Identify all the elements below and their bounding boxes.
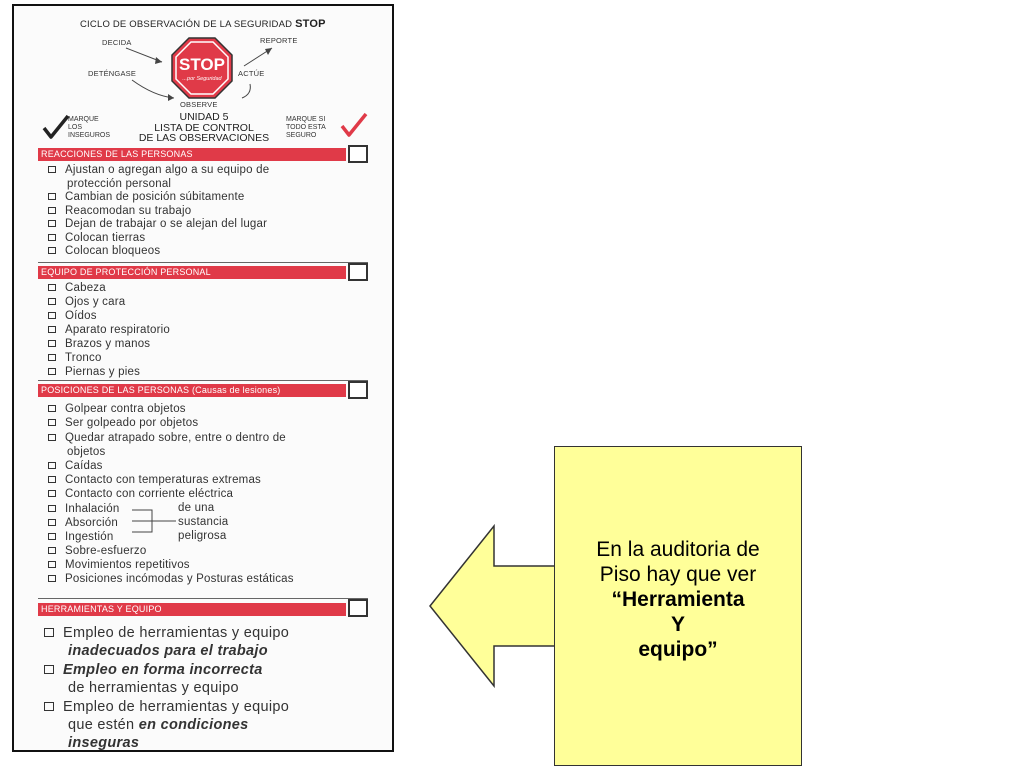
checkbox[interactable] [48, 284, 56, 291]
checklist-item[interactable] [48, 281, 106, 295]
item-label: Cambian de posición súbitamente [65, 191, 245, 203]
checkbox[interactable] [48, 476, 56, 483]
callout-line: En la auditoria de [596, 538, 760, 561]
callout-line-bold: “Herramienta [611, 588, 745, 611]
checkbox[interactable] [48, 368, 56, 375]
marque-seguro-line: TODO ESTA [286, 124, 326, 131]
item-label: Caídas [65, 460, 103, 472]
checkbox[interactable] [48, 519, 56, 526]
item-label: Oídos [65, 310, 97, 322]
cycle-title-text: CICLO DE OBSERVACIÓN DE LA SEGURIDAD [80, 19, 293, 30]
arrow-observe-actue [242, 84, 250, 98]
red-checkmark-icon [340, 112, 368, 138]
cycle-step-detengase: DETÉNGASE [88, 69, 137, 78]
checklist-item[interactable] [48, 416, 198, 430]
checkbox[interactable] [48, 166, 56, 173]
section-divider [38, 380, 368, 381]
checklist-item[interactable] [48, 351, 102, 365]
item-continuation: de herramientas y equipo [68, 680, 239, 696]
checklist-item[interactable] [48, 323, 170, 337]
marque-seguro-note [286, 116, 326, 140]
checkbox[interactable] [44, 702, 54, 711]
black-checkmark-icon [42, 114, 70, 140]
unit-line: LISTA DE CONTROL [154, 121, 254, 134]
item-label: Inhalación [65, 503, 120, 515]
item-label: Reacomodan su trabajo [65, 205, 192, 217]
unit-line: UNIDAD 5 [179, 111, 229, 123]
section-checkbox-posiciones[interactable] [348, 381, 368, 399]
item-label: Ingestión [65, 531, 114, 543]
item-label: Cabeza [65, 282, 106, 294]
cycle-step-decida: DECIDA [102, 38, 132, 47]
sustancia-line: de una [178, 502, 215, 514]
checklist-item[interactable] [48, 558, 190, 572]
checkbox[interactable] [44, 628, 54, 637]
item-continuation: inseguras [68, 735, 140, 751]
checklist-item[interactable] [48, 217, 267, 231]
safety-checklist-document [12, 4, 394, 752]
checklist-item[interactable] [48, 309, 97, 323]
checkbox[interactable] [48, 234, 56, 241]
sustancia-line: sustancia [178, 516, 229, 528]
item-label: Ajustan o agregan algo a su equipo de [65, 164, 270, 176]
cycle-step-observe: OBSERVE [180, 100, 218, 109]
checklist-item[interactable] [48, 231, 145, 245]
checklist-item[interactable] [48, 337, 150, 351]
unit-line: DE LAS OBSERVACIONES [138, 132, 270, 144]
item-label: Ser golpeado por objetos [65, 417, 199, 429]
section-divider [38, 262, 368, 263]
checklist-item[interactable] [48, 204, 191, 218]
stop-sign-text: STOP [179, 55, 225, 74]
item-label: Golpear contra objetos [65, 403, 186, 415]
checkbox[interactable] [48, 247, 56, 254]
checkbox[interactable] [48, 405, 56, 412]
checkbox[interactable] [48, 434, 56, 441]
checkbox[interactable] [48, 533, 56, 540]
item-label: Ojos y cara [65, 296, 126, 308]
item-label: Aparato respiratorio [65, 324, 170, 336]
section-checkbox-epp[interactable] [348, 263, 368, 281]
checkbox[interactable] [48, 419, 56, 426]
checkbox[interactable] [48, 561, 56, 568]
checkbox[interactable] [48, 298, 56, 305]
marque-seguro-line: SEGURO [286, 132, 317, 139]
callout-box [554, 446, 802, 766]
checkbox[interactable] [48, 220, 56, 227]
checklist-item[interactable] [48, 244, 160, 258]
item-label: Empleo en forma incorrecta [63, 662, 263, 678]
item-label: Empleo de herramientas y equipo [63, 625, 290, 641]
marque-inseguros-line: LOS [68, 124, 83, 131]
checklist-item[interactable] [48, 365, 140, 379]
checkbox[interactable] [48, 326, 56, 333]
checklist-item[interactable] [48, 487, 233, 501]
marque-inseguros-line: MARQUE [68, 116, 99, 123]
checklist-item[interactable] [48, 431, 286, 445]
section-checkbox-herramientas[interactable] [348, 599, 368, 617]
stop-sign-subtext: ...por Seguridad [182, 76, 222, 82]
checklist-item[interactable] [48, 473, 261, 487]
sustancia-bracket [132, 503, 180, 539]
callout-line: Piso hay que ver [599, 563, 757, 586]
cycle-title-brand: STOP [295, 18, 326, 30]
item-continuation: protección personal [67, 178, 172, 190]
checklist-item[interactable] [48, 530, 113, 544]
marque-seguro-line: MARQUE SI [286, 116, 326, 123]
item-continuation: inadecuados para el trabajo [68, 643, 268, 659]
sustancia-line: peligrosa [178, 530, 227, 542]
arrow-detengase-observe [132, 80, 174, 98]
item-text-emphasis: en condiciones [138, 717, 249, 733]
item-label: Absorción [65, 517, 118, 529]
checklist-item[interactable] [44, 662, 263, 679]
item-continuation [68, 717, 248, 734]
checklist-item[interactable] [48, 190, 244, 204]
item-label: Contacto con corriente eléctrica [65, 488, 234, 500]
cycle-step-actue: ACTÚE [238, 69, 265, 78]
checklist-item[interactable] [48, 163, 269, 177]
checkbox[interactable] [44, 665, 54, 674]
unit-title [124, 112, 284, 144]
checklist-item[interactable] [48, 402, 186, 416]
item-label: Brazos y manos [65, 338, 151, 350]
checkbox[interactable] [48, 462, 56, 469]
checklist-item[interactable] [48, 502, 119, 516]
item-label: Contacto con temperaturas extremas [65, 474, 261, 486]
checkbox[interactable] [48, 505, 56, 512]
marque-inseguros-note [68, 116, 110, 140]
section-checkbox-reacciones[interactable] [348, 145, 368, 163]
item-label: Colocan bloqueos [65, 245, 161, 257]
item-label: Tronco [65, 352, 102, 364]
checklist-item[interactable] [48, 544, 146, 558]
checkbox[interactable] [48, 312, 56, 319]
checklist-item[interactable] [48, 295, 125, 309]
cycle-step-reporte: REPORTE [260, 36, 298, 45]
stop-sign-icon [170, 36, 234, 100]
checkbox[interactable] [48, 547, 56, 554]
checklist-item[interactable] [44, 699, 289, 716]
checklist-item[interactable] [48, 572, 294, 586]
left-arrow-shape [428, 524, 558, 688]
callout-text [555, 537, 801, 662]
checkbox[interactable] [48, 354, 56, 361]
item-label: Posiciones incómodas y Posturas estáticas [65, 573, 294, 585]
callout-line-bold: equipo” [638, 638, 718, 661]
item-continuation: objetos [67, 446, 106, 458]
checklist-item[interactable] [48, 516, 118, 530]
item-label: Piernas y pies [65, 366, 141, 378]
section-title-posiciones: POSICIONES DE LAS PERSONAS (Causas de lesiones) [38, 384, 346, 397]
checkbox[interactable] [48, 340, 56, 347]
checklist-item[interactable] [48, 459, 103, 473]
item-label: Dejan de trabajar o se alejan del lugar [65, 218, 268, 230]
checkbox[interactable] [48, 193, 56, 200]
checkbox[interactable] [48, 207, 56, 214]
checkbox[interactable] [48, 575, 56, 582]
section-title-herramientas: HERRAMIENTAS Y EQUIPO [38, 603, 346, 616]
checklist-item[interactable] [44, 625, 289, 642]
section-divider [38, 598, 368, 599]
item-label: Sobre-esfuerzo [65, 545, 147, 557]
section-title-reacciones: REACCIONES DE LAS PERSONAS [38, 148, 346, 161]
callout-line-bold: Y [670, 613, 685, 636]
item-label: Movimientos repetitivos [65, 559, 190, 571]
marque-inseguros-line: INSEGUROS [68, 132, 111, 139]
checkbox[interactable] [48, 490, 56, 497]
item-label: Empleo de herramientas y equipo [63, 699, 290, 715]
section-title-epp: EQUIPO DE PROTECCIÓN PERSONAL [38, 266, 346, 279]
item-label: Quedar atrapado sobre, entre o dentro de [65, 432, 286, 444]
item-label: Colocan tierras [65, 232, 146, 244]
item-text: que estén [68, 717, 139, 733]
